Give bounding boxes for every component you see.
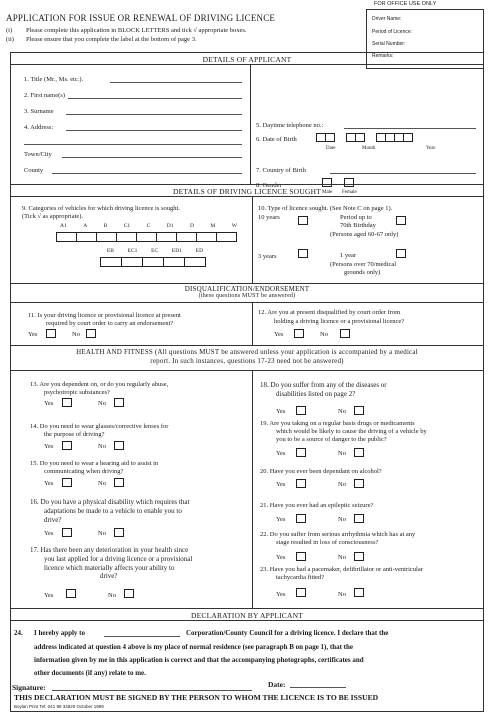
q16-yes-label: Yes (44, 530, 54, 537)
office-use-header: FOR OFFICE USE ONLY (374, 1, 437, 7)
address-label: 4. Address: (24, 124, 54, 131)
country-label: 7. Country of Birth (256, 167, 306, 174)
cat-label: D1 (166, 223, 174, 229)
gender-female-label: Female (342, 190, 357, 195)
section-applicant-header: DETAILS OF APPLICANT (10, 52, 484, 65)
q18-no-label: No (338, 408, 346, 415)
q22-text-b: stage resulted in loss of consciousness? (276, 539, 379, 546)
ten-years-checkbox[interactable] (298, 216, 308, 225)
q17-text-b: you last applied for a driving licence or a provisional (44, 555, 193, 563)
one-year-label: 1 year (340, 252, 357, 259)
q13-yes-checkbox[interactable] (62, 398, 72, 407)
q16-text-a: 16. Do you have a physical disability which requires that (30, 498, 190, 506)
q14-text-b: the purpose of driving? (44, 431, 105, 438)
cat-label: M (210, 223, 216, 229)
q23-text-b: tachycardia fitted? (276, 574, 325, 581)
q14-text-a: 14. Do you need to wear glasses/corrective lenses for (30, 423, 169, 430)
office-driver-name: Driver Name: (372, 16, 402, 22)
q14-yes-label: Yes (44, 443, 54, 450)
instruction-1: Please complete this application in BLOCK LETTERS and tick √ appropriate boxes. (26, 27, 247, 34)
q22-yes-checkbox[interactable] (296, 552, 306, 561)
q15-yes-checkbox[interactable] (62, 478, 72, 487)
q14-no-checkbox[interactable] (114, 441, 124, 450)
ten-years-label: 10 years (258, 214, 280, 221)
q20-no-label: No (338, 481, 346, 488)
q15-no-checkbox[interactable] (114, 478, 124, 487)
cat-label: B (103, 223, 108, 229)
cat-checkbox[interactable] (56, 232, 77, 242)
disq-divider (252, 303, 253, 345)
period-label-a: Period up to (340, 214, 372, 221)
instruction-2-num: (ii) (6, 36, 14, 43)
section-declaration-header: DECLARATION BY APPLICANT (10, 608, 484, 621)
disq-header-sub: (these questions MUST be answered) (198, 293, 296, 300)
decl-line-4: other documents (if any) relate to me. (34, 669, 146, 677)
phone-label: 5. Daytime telephone no.: (256, 122, 324, 129)
surname-label: 3. Surname (24, 108, 54, 115)
q12-text-b: holding a driving licence or a provisional licence? (274, 318, 405, 325)
q20-text: 20. Have you ever been dependant on alcohol? (260, 468, 382, 475)
instruction-2: Please ensure that you complete the label at the bottom of page 3. (26, 36, 197, 43)
address-input-2[interactable] (24, 144, 242, 145)
signature-input[interactable] (52, 690, 252, 691)
q20-no-checkbox[interactable] (354, 479, 364, 488)
over70-label-a: (Persons over 70/medical (330, 261, 397, 268)
cat-checkbox[interactable] (216, 232, 237, 242)
q15-no-label: No (98, 480, 106, 487)
section-disq-header (10, 283, 484, 303)
period-70-checkbox[interactable] (396, 216, 406, 225)
q12-no-label: No (320, 331, 328, 338)
q12-text-a: 12. Are you at present disqualified by court order from (258, 309, 401, 316)
q12-yes-checkbox[interactable] (294, 329, 304, 338)
cat-label: EB (106, 248, 114, 254)
categories-row-1 (56, 223, 241, 242)
gender-male-label: Male (322, 190, 333, 195)
q13-text-b: psychotropic substances? (44, 389, 110, 396)
q19-yes-label: Yes (276, 450, 286, 457)
dob-day-boxes[interactable] (316, 133, 334, 145)
form-title: APPLICATION FOR ISSUE OR RENEWAL OF DRIVING LICENCE (6, 13, 276, 23)
cat-checkbox[interactable] (96, 232, 117, 242)
q11-yes-checkbox[interactable] (46, 329, 56, 338)
cat-label: C1 (123, 223, 131, 229)
q11-no-label: No (72, 331, 80, 338)
q23-no-checkbox[interactable] (354, 588, 364, 597)
dob-day-label: Date (326, 146, 336, 151)
disq-header-title: DISQUALIFICATION/ENDORSEMENT (184, 285, 310, 293)
section-health-header (10, 345, 484, 371)
cat-checkbox[interactable] (163, 257, 185, 267)
date-label: Date: (268, 680, 286, 689)
county-input[interactable] (52, 173, 242, 174)
q12-yes-label: Yes (274, 331, 284, 338)
health-header-b: report. In such instances, questions 17-23 need not be answered) (150, 357, 344, 366)
q17-text-d: drive? (100, 572, 118, 580)
dob-year-label: Year (426, 146, 436, 151)
q17-no-label: No (108, 592, 116, 599)
office-serial: Serial Number: (372, 41, 406, 47)
decl-line-2: address indicated at question 4 above is my place of normal residence (see paragraph B on page 1), that the (34, 643, 354, 651)
q19-text-b: which would be likely to cause the driving of a vehicle by (276, 428, 427, 435)
decl-line-1a: I hereby apply to (34, 629, 86, 637)
q17-text-c: licence which materially affects your ability to (44, 564, 175, 572)
q9-text-a: 9. Categories of vehicles for which driving licence is sought. (22, 205, 180, 212)
first-names-label: 2. First name(s) (24, 92, 65, 99)
instruction-1-num: (i) (6, 27, 13, 34)
q11-text-b: required by court order to carry an endorsement? (46, 320, 174, 327)
licence-divider (252, 197, 253, 283)
cat-label: EC (151, 248, 159, 254)
cat-checkbox[interactable] (176, 232, 197, 242)
surname-input[interactable] (66, 114, 242, 115)
over70-label-b: grounds only) (344, 269, 381, 276)
first-names-input[interactable] (68, 98, 242, 99)
q19-yes-checkbox[interactable] (296, 448, 306, 457)
decl-line-3: information given by me in this application is correct and that the accompanying photographs, certificates and (34, 656, 364, 664)
country-input[interactable] (330, 173, 476, 174)
q23-no-label: No (338, 591, 346, 598)
one-year-checkbox[interactable] (396, 249, 406, 258)
q16-text-b: adaptations be made to a vehicle to enable you to (44, 507, 182, 515)
q16-text-c: drive? (44, 516, 62, 524)
council-input[interactable] (104, 636, 180, 637)
q17-yes-checkbox[interactable] (66, 589, 76, 598)
applicant-divider (250, 65, 251, 185)
q19-text-c: you to be a source of danger to the public? (276, 436, 387, 443)
period-label-b: 70th Birthday (340, 222, 376, 229)
q11-yes-label: Yes (28, 331, 38, 338)
dob-label: 6. Date of Birth (256, 136, 297, 143)
q13-no-checkbox[interactable] (114, 398, 124, 407)
q11-no-checkbox[interactable] (86, 329, 96, 338)
dob-year-boxes[interactable] (376, 133, 412, 145)
date-input[interactable] (290, 687, 346, 688)
dob-month-label: Month (362, 146, 376, 151)
q22-yes-label: Yes (276, 554, 286, 561)
q22-text-a: 22. Do you suffer from serious arrhythmia which has at any (260, 531, 416, 538)
address-input-1[interactable] (66, 130, 242, 131)
q16-yes-checkbox[interactable] (62, 528, 72, 537)
three-years-label: 3 years (258, 253, 277, 260)
q17-no-checkbox[interactable] (124, 589, 134, 598)
office-period: Period of Licence: (372, 29, 413, 35)
cat-checkbox[interactable] (121, 257, 143, 267)
q17-text-a: 17. Has there been any deterioration in your health since (30, 546, 189, 554)
title-label: 1. Title (Mr., Ms. etc.). (24, 76, 84, 83)
q23-yes-label: Yes (276, 591, 286, 598)
q22-no-label: No (338, 554, 346, 561)
q11-text-a: 11. Is your driving licence or provisional licence at present (28, 312, 181, 319)
q15-yes-label: Yes (44, 480, 54, 487)
cat-checkbox[interactable] (184, 257, 206, 267)
q14-yes-checkbox[interactable] (62, 441, 72, 450)
q21-text: 21. Have you ever had an epileptic seizure? (260, 502, 374, 509)
q16-no-label: No (98, 530, 106, 537)
title-input[interactable] (110, 82, 242, 83)
categories-row-2 (100, 248, 210, 267)
cat-checkbox[interactable] (100, 257, 122, 267)
q9-text-b: (Tick √ as appropriate). (22, 213, 84, 220)
q15-text-b: communicating when driving? (44, 468, 124, 475)
period-label-c: (Persons aged 60-67 only) (330, 231, 399, 238)
q20-yes-label: Yes (276, 481, 286, 488)
q17-yes-label: Yes (44, 592, 54, 599)
cat-label: W (231, 223, 237, 229)
dob-month-boxes[interactable] (346, 133, 364, 145)
phone-input[interactable] (344, 128, 476, 129)
q19-no-label: No (338, 450, 346, 457)
health-header-a: HEALTH AND FITNESS (All questions MUST be answered unless your application is accompanied by a medical (76, 348, 418, 356)
three-years-checkbox[interactable] (298, 249, 308, 258)
cat-checkbox[interactable] (156, 232, 177, 242)
q15-text-a: 15. Do you need to wear a hearing aid to assist in (30, 460, 159, 467)
section-licence-header: DETAILS OF DRIVING LICENCE SOUGHT (10, 184, 484, 197)
q23-text-a: 23. Have you had a pacemaker, defibrillator or anti-ventricular (260, 566, 423, 573)
q20-yes-checkbox[interactable] (296, 479, 306, 488)
declaration-warning: THIS DECLARATION MUST BE SIGNED BY THE PERSON TO WHOM THE LICENCE IS TO BE ISSUED (14, 693, 379, 702)
cat-checkbox[interactable] (76, 232, 97, 242)
q22-no-checkbox[interactable] (354, 552, 364, 561)
q13-yes-label: Yes (44, 400, 54, 407)
q18-yes-checkbox[interactable] (296, 406, 306, 415)
q12-no-checkbox[interactable] (340, 329, 350, 338)
cat-label: ED (195, 248, 204, 254)
decl-line-1b: Corporation/County Council for a driving licence. I declare that the (186, 629, 389, 637)
cat-label: D (189, 223, 194, 229)
q21-yes-label: Yes (276, 516, 286, 523)
cat-checkbox[interactable] (116, 232, 137, 242)
q13-text-a: 13. Are you dependent on, or do you regularly abuse, (30, 381, 169, 388)
printer-credit: Boylan Print Tel: 041 98 34820 October 1999 (14, 704, 104, 709)
town-input[interactable] (62, 157, 242, 158)
town-label: Town/City (24, 151, 52, 158)
q18-text-b: disabilities listed on page 2? (276, 390, 356, 398)
cat-label: ED1 (171, 248, 182, 254)
gender-label: 8. Gender (256, 182, 282, 189)
cat-label: EC1 (127, 248, 138, 254)
cat-label: C (146, 223, 151, 229)
office-remarks: Remarks: (372, 53, 394, 59)
cat-checkbox[interactable] (196, 232, 217, 242)
signature-label: Signature: (12, 683, 46, 692)
q14-no-label: No (98, 443, 106, 450)
q10-text: 10. Type of licence sought. (See Note C on page 1). (258, 205, 393, 212)
cat-label: A (83, 223, 88, 229)
q21-yes-checkbox[interactable] (296, 514, 306, 523)
health-divider (252, 371, 253, 608)
q16-no-checkbox[interactable] (114, 528, 124, 537)
q19-text-a: 19. Are you taking on a regular basis drugs or medicaments (260, 420, 415, 427)
q24-number: 24. (14, 629, 23, 637)
q19-no-checkbox[interactable] (354, 448, 364, 457)
cat-checkbox[interactable] (136, 232, 157, 242)
q21-no-label: No (338, 516, 346, 523)
q18-yes-label: Yes (276, 408, 286, 415)
q13-no-label: No (98, 400, 106, 407)
cat-label: A1 (60, 223, 67, 229)
county-label: County (24, 167, 44, 174)
q18-no-checkbox[interactable] (354, 406, 364, 415)
cat-checkbox[interactable] (142, 257, 164, 267)
q23-yes-checkbox[interactable] (296, 588, 306, 597)
q18-text-a: 18. Do you suffer from any of the diseases or (260, 381, 387, 389)
q21-no-checkbox[interactable] (354, 514, 364, 523)
